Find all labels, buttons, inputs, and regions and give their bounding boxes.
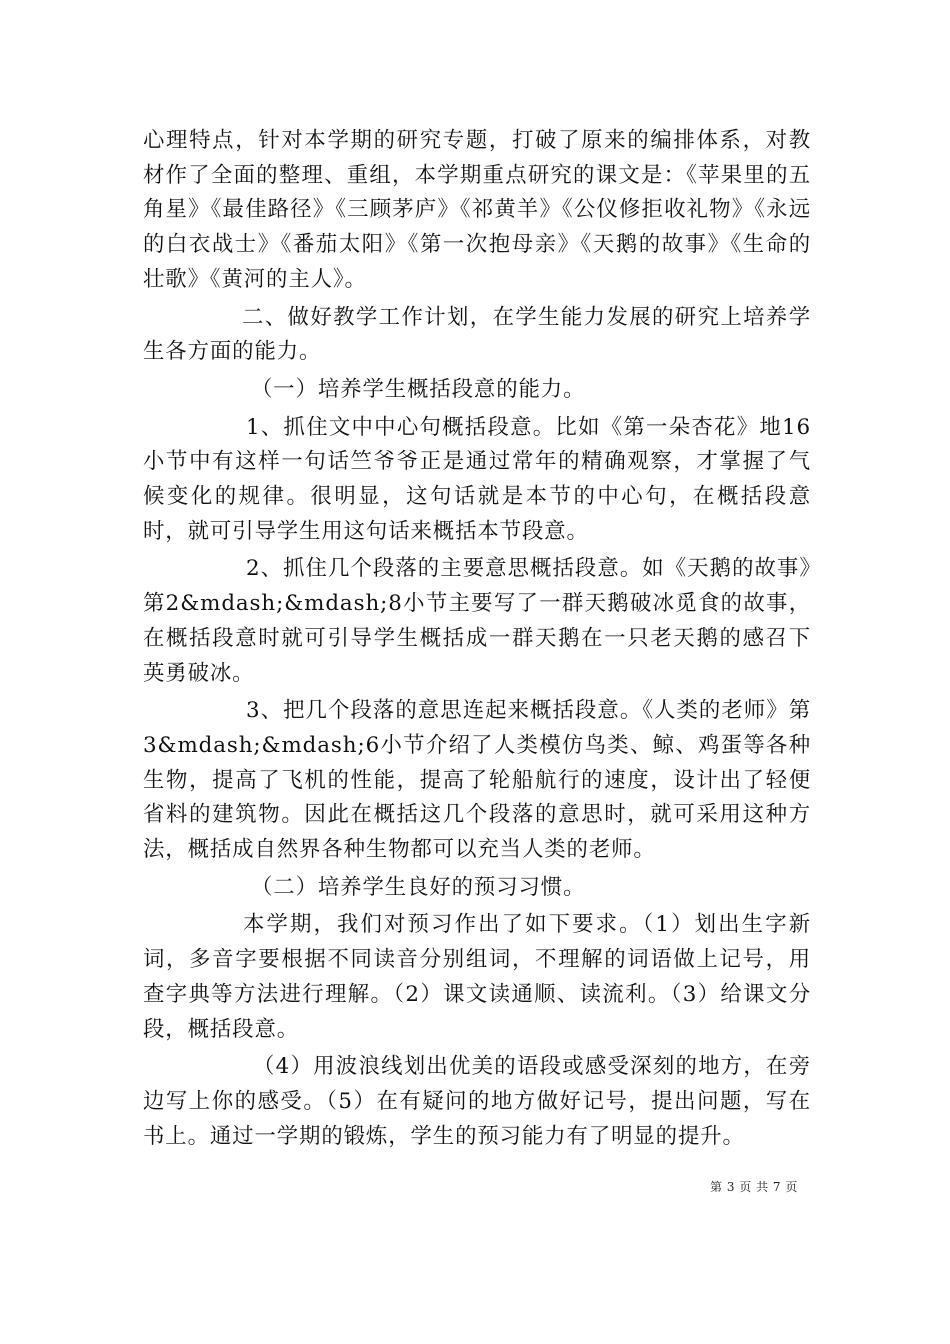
paragraph-8: 本学期，我们对预习作出了如下要求。（1）划出生字新词，多音字要根据不同读音分别组词，不理解的词语做上记号，用查字典等方法进行理解。（2）课文读通顺、读流利。（3）给课文分段，概括段意。 — [143, 912, 811, 1042]
document-body — [143, 124, 811, 1154]
page-number: 第 3 页 共 7 页 — [710, 1180, 798, 1194]
paragraph-7: （二）培养学生良好的预习习惯。 — [251, 874, 586, 900]
paragraph-6: 3、把几个段落的意思连起来概括段意。《人类的老师》第3&mdash;&mdash;6小节介绍了人类模仿鸟类、鲸、鸡蛋等各种生物，提高了飞机的性能，提高了轮船航行的速度，设计出了轻便省料的建筑物。因此在概括这几个段落的意思时，就可采用这种方法，概括成自然界各种生物都可以充当人类的老师。 — [143, 698, 811, 863]
paragraph-9: （4）用波浪线划出优美的语段或感受深刻的地方，在旁边写上你的感受。（5）在有疑问的地方做好记号，提出问题，写在书上。通过一学期的锻炼，学生的预习能力有了明显的提升。 — [143, 1054, 811, 1149]
paragraph-1: 心理特点，针对本学期的研究专题，打破了原来的编排体系，对教材作了全面的整理、重组，本学期重点研究的课文是：《苹果里的五角星》《最佳路径》《三顾茅庐》《祁黄羊》《公仪修拒收礼物》《永远的白衣战士》《番茄太阳》《第一次抱母亲》《天鹅的故事》《生命的壮歌》《黄河的主人》。 — [143, 128, 811, 292]
paragraph-4: 1、抓住文中中心句概括段意。比如《第一朵杏花》地16小节中有这样一句话竺爷爷正是通过常年的精确观察，才掌握了气候变化的规律。很明显，这句话就是本节的中心句，在概括段意时，就可引导学生用这句话来概括本节段意。 — [143, 414, 811, 544]
paragraph-2: 二、做好教学工作计划，在学生能力发展的研究上培养学生各方面的能力。 — [143, 304, 811, 365]
paragraph-5: 2、抓住几个段落的主要意思概括段意。如《天鹅的故事》第2&mdash;&mdash;8小节主要写了一群天鹅破冰觅食的故事，在概括段意时就可引导学生概括成一群天鹅在一只老天鹅的感召下英勇破冰。 — [143, 556, 811, 686]
paragraph-3: （一）培养学生概括段意的能力。 — [251, 376, 586, 402]
